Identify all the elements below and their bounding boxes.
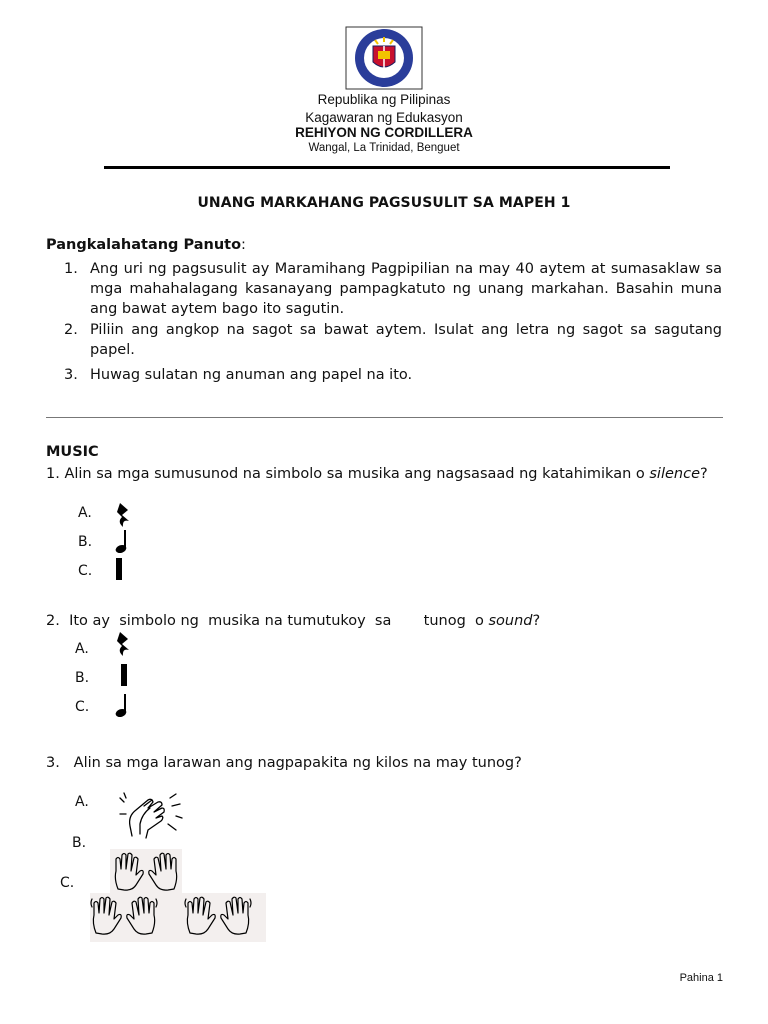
deped-seal-logo	[345, 26, 423, 90]
header-region: REHIYON NG CORDILLERA	[295, 125, 473, 140]
vertical-bar-icon	[115, 557, 123, 586]
q2-option-a-letter: A.	[75, 641, 89, 657]
q1-option-c-letter: C.	[78, 563, 93, 579]
question-2: 2. Ito ay simbolo ng musika na tumutukoy sa tunog o sound?	[46, 613, 541, 629]
q2-option-c-letter: C.	[75, 699, 90, 715]
q3-option-b-letter: B.	[72, 835, 87, 851]
instruction-item: 2. Piliin ang angkop na sagot sa bawat aytem. Isulat ang letra ng sagot sa sagutang papel.	[64, 322, 722, 358]
general-instructions-heading: Pangkalahatang Panuto:	[46, 237, 246, 253]
q3-option-c-letter: C.	[60, 875, 75, 891]
quarter-note-icon	[114, 529, 130, 560]
question-1: 1. Alin sa mga sumusunod na simbolo sa musika ang nagsasaad ng katahimikan o silence?	[46, 466, 708, 482]
header-department: Kagawaran ng Edukasyon	[305, 110, 463, 125]
vertical-bar-icon	[120, 663, 128, 692]
instruction-item: 3. Huwag sulatan ng anuman ang papel na ito.	[64, 367, 413, 383]
open-hands-icon	[110, 849, 182, 898]
quarter-note-icon	[114, 693, 130, 724]
header-republic: Republika ng Pilipinas	[317, 92, 451, 107]
quarter-rest-icon	[114, 631, 134, 662]
waving-hands-icon	[90, 893, 266, 942]
section-divider	[46, 417, 723, 418]
question-3: 3. Alin sa mga larawan ang nagpapakita ng kilos na may tunog?	[46, 755, 522, 771]
instruction-item: 1. Ang uri ng pagsusulit ay Maramihang Pagpipilian na may 40 aytem at sumasaklaw sa mga mahahalagang kasanayang pampagkatuto ng unang markahan. Basahin muna ang bawat aytem bago ito sagutin.	[64, 261, 722, 317]
clapping-hands-icon	[118, 792, 184, 849]
q1-option-a-letter: A.	[78, 505, 92, 521]
header-address: Wangal, La Trinidad, Benguet	[308, 142, 460, 154]
page-number: Pahina 1	[679, 972, 723, 984]
section-heading-music: MUSIC	[46, 444, 99, 460]
q3-option-a-letter: A.	[75, 794, 89, 810]
q1-option-b-letter: B.	[78, 534, 93, 550]
q2-option-b-letter: B.	[75, 670, 90, 686]
exam-title: UNANG MARKAHANG PAGSUSULIT SA MAPEH 1	[197, 195, 571, 211]
header-divider	[104, 166, 670, 169]
